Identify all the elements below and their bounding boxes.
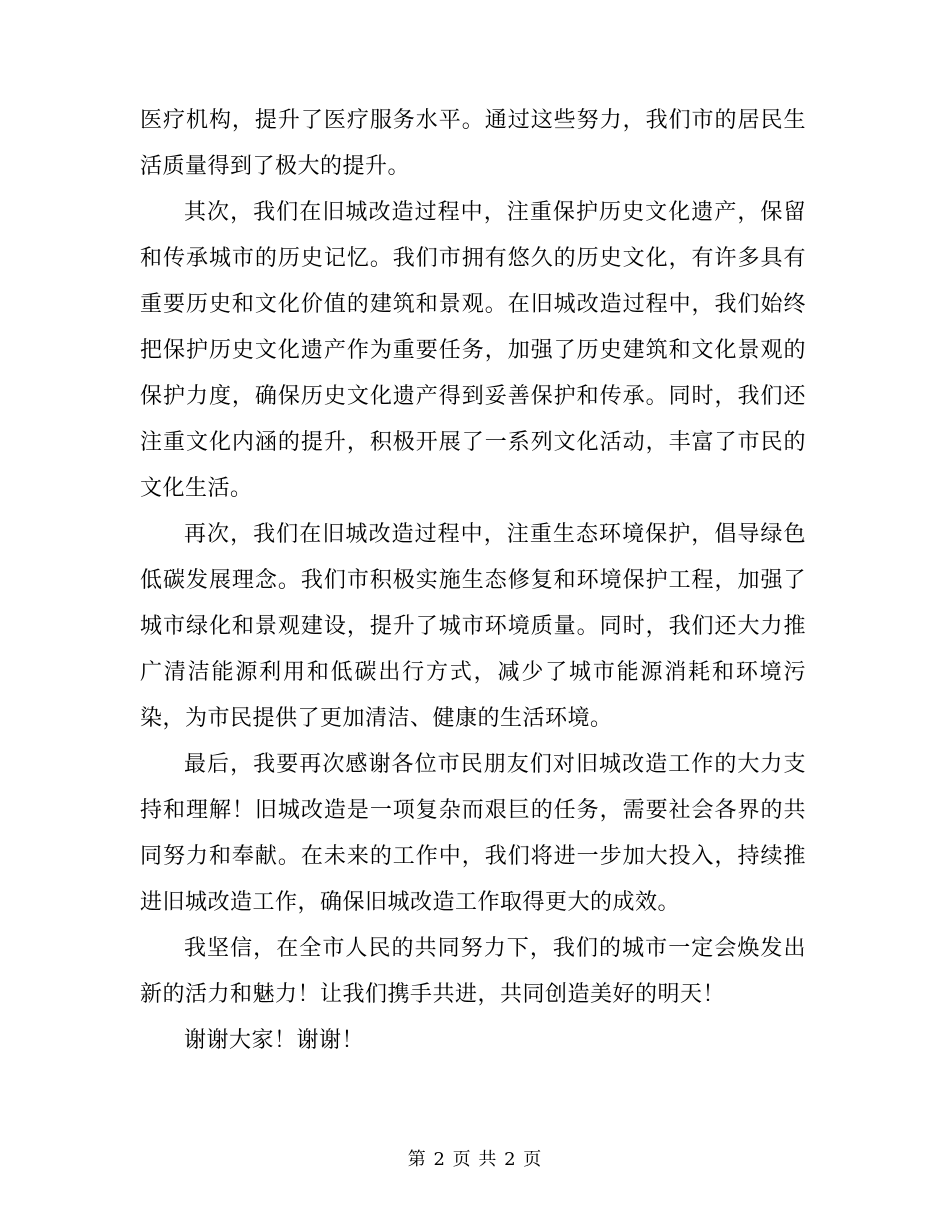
paragraph-6: 谢谢大家！谢谢！ [184, 1028, 365, 1053]
paragraph-5: 我坚信，在全市人民的共同努力下，我们的城市一定会焕发出新的活力和魅力！让我们携手共进，共同创造美好的明天！ [140, 936, 806, 1007]
page-footer: 第 2 页 共 2 页 [407, 1149, 543, 1170]
paragraph-1: 医疗机构，提升了医疗服务水平。通过这些努力，我们市的居民生活质量得到了极大的提升。 [140, 108, 806, 179]
paragraph-2: 其次，我们在旧城改造过程中，注重保护历史文化遗产，保留和传承城市的历史记忆。我们市拥有悠久的历史文化，有许多具有重要历史和文化价值的建筑和景观。在旧城改造过程中，我们始终把保护历史文化遗产作为重要任务，加强了历史建筑和文化景观的保护力度，确保历史文化遗产得到妥善保护和传承。同时，我们还注重文化内涵的提升，积极开展了一系列文化活动，丰富了市民的文化生活。 [140, 200, 806, 501]
paragraph-4: 最后，我要再次感谢各位市民朋友们对旧城改造工作的大力支持和理解！旧城改造是一项复杂而艰巨的任务，需要社会各界的共同努力和奉献。在未来的工作中，我们将进一步加大投入，持续推进旧城改造工作，确保旧城改造工作取得更大的成效。 [140, 752, 806, 915]
paragraph-3: 再次，我们在旧城改造过程中，注重生态环境保护，倡导绿色低碳发展理念。我们市积极实施生态修复和环境保护工程，加强了城市绿化和景观建设，提升了城市环境质量。同时，我们还大力推广清洁能源利用和低碳出行方式，减少了城市能源消耗和环境污染，为市民提供了更加清洁、健康的生活环境。 [140, 522, 806, 731]
document-body [140, 98, 806, 1064]
